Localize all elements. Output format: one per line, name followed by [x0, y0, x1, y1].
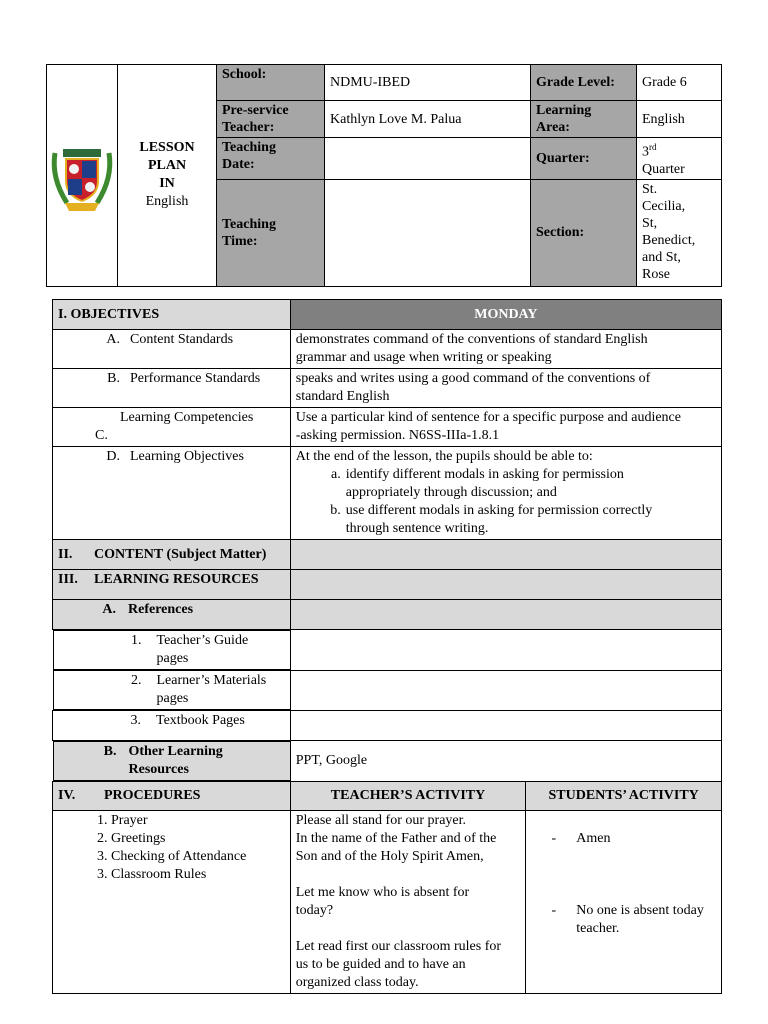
learners-materials-line: Learner’s Materials [156, 673, 267, 688]
teacher-activity-line [296, 920, 521, 938]
quarter-word: Quarter [642, 161, 685, 177]
resources-heading-num: III. [58, 572, 78, 587]
teachers-guide-line: Teacher’s Guide [156, 633, 249, 648]
performance-standards-label [53, 369, 291, 408]
objective-b-line: use different modals in asking for permission correctly [345, 503, 653, 518]
procedure-step: 3. Classroom Rules [97, 867, 207, 882]
teacher-activity-line [296, 866, 521, 884]
time-label-line-1: Teaching [222, 216, 276, 232]
objective-b-letter: b. [330, 503, 341, 518]
teacher-value: Kathlyn Love M. Palua [325, 101, 531, 138]
other-resources-label [53, 741, 290, 781]
section-line: St. [642, 181, 658, 197]
section-value [637, 179, 722, 286]
student-response-2 [531, 902, 716, 938]
objective-b-line: through sentence writing. [345, 521, 489, 536]
resources-heading-text: LEARNING RESOURCES [94, 572, 259, 587]
date-label-line-2: Date: [222, 157, 255, 172]
objectives-heading: I. OBJECTIVES [53, 300, 291, 330]
other-resources-value: PPT, Google [290, 741, 721, 782]
objective-a-line: identify different modals in asking for permission [345, 467, 624, 482]
performance-standards-text: Performance Standards [130, 371, 261, 386]
grade-value: Grade 6 [637, 65, 722, 101]
teacher-activity-line: organized class today. [295, 975, 419, 990]
section-line: Benedict, [642, 232, 696, 248]
procedure-step: 1. Prayer [97, 813, 148, 828]
teachers-guide-value [290, 630, 721, 671]
references-value [290, 600, 721, 630]
grade-label: Grade Level: [531, 65, 637, 101]
quarter-label: Quarter: [531, 138, 637, 180]
references-text: References [128, 602, 194, 617]
header-table [46, 64, 722, 287]
content-standards-line: demonstrates command of the conventions of standard English [295, 332, 648, 347]
content-standards-label [53, 330, 291, 369]
performance-standards-line: speaks and writes using a good command of the conventions of [295, 371, 651, 386]
time-value [325, 179, 531, 286]
learning-competencies-line: Use a particular kind of sentence for a specific purpose and audience [295, 410, 681, 425]
learners-materials-num: 2. [131, 673, 142, 688]
learning-objectives-label [53, 447, 291, 540]
section-line: and St, [642, 249, 681, 265]
school-seal-icon [47, 133, 117, 217]
learning-objectives-letter: D. [106, 449, 120, 464]
teachers-guide-line: pages [156, 651, 189, 666]
time-label-line-2: Time: [222, 233, 258, 249]
textbook-pages-num: 3. [130, 713, 141, 728]
objectives-intro: At the end of the lesson, the pupils should be able to: [295, 449, 593, 464]
references-label [53, 600, 291, 630]
resources-heading [53, 570, 291, 600]
objective-a-letter: a. [331, 467, 341, 482]
textbook-pages-value [290, 711, 721, 741]
content-heading-num: II. [58, 546, 73, 562]
area-label-line-2: Area: [536, 120, 570, 135]
learners-materials-label [53, 670, 290, 710]
content-standards-letter: A. [106, 332, 120, 347]
objective-item-a [296, 466, 716, 502]
teacher-activity-line: today? [295, 903, 334, 918]
student-activity-cell [526, 811, 722, 994]
textbook-pages-label [53, 711, 291, 741]
title-line-3: IN [159, 176, 175, 192]
other-resources-line: Resources [128, 762, 189, 777]
objective-item-b [296, 502, 716, 538]
student-response-bullet: - [551, 903, 557, 918]
learners-materials-line: pages [156, 691, 189, 706]
teacher-activity-line: Let me know who is absent for [295, 885, 470, 900]
procedure-step: 2. Greetings [97, 831, 166, 846]
teacher-label [217, 101, 325, 138]
lesson-plan-title-cell [118, 65, 217, 287]
teacher-activity-cell [290, 811, 526, 994]
area-label-line-1: Learning [536, 103, 592, 118]
school-label: School: [217, 65, 325, 101]
performance-standards-letter: B. [107, 371, 120, 386]
teacher-label-line-1: Pre-service [222, 103, 289, 118]
title-line-1: LESSON [139, 140, 195, 156]
teacher-activity-line: Let read first our classroom rules for [295, 939, 502, 954]
student-response-line: teacher. [576, 921, 620, 936]
objective-a-line: appropriately through discussion; and [345, 485, 557, 500]
learning-competencies-letter: C. [95, 428, 108, 443]
teacher-activity-line: Please all stand for our prayer. [295, 813, 467, 828]
other-resources-letter: B. [103, 744, 117, 759]
teachers-guide-num: 1. [131, 633, 142, 648]
date-value [325, 138, 531, 180]
content-heading [53, 540, 291, 570]
learning-competencies-label [53, 408, 291, 447]
procedures-heading-num: IV. [58, 788, 76, 803]
teacher-activity-line: us to be guided and to have an [295, 957, 466, 972]
resources-value [290, 570, 721, 600]
learning-competencies-text: Learning Competencies [120, 410, 254, 425]
learners-materials-value [290, 670, 721, 711]
teacher-label-line-2: Teacher: [222, 120, 275, 135]
date-label-line-1: Teaching [222, 140, 276, 155]
learning-competencies-line: -asking permission. N6SS-IIIa-1.8.1 [295, 428, 500, 443]
title-line-2: PLAN [147, 158, 187, 174]
learning-objectives-value [290, 447, 721, 540]
procedure-step: 3. Checking of Attendance [97, 849, 247, 864]
performance-standards-value [290, 369, 721, 408]
section-line: Rose [642, 266, 670, 282]
procedures-heading-text: PROCEDURES [104, 788, 201, 803]
student-activity-heading: STUDENTS’ ACTIVITY [526, 782, 722, 811]
school-logo-cell [47, 65, 118, 287]
content-heading-text: CONTENT (Subject Matter) [94, 546, 267, 562]
school-value: NDMU-IBED [325, 65, 531, 101]
day-heading: MONDAY [290, 300, 721, 330]
student-response-1 [531, 830, 716, 848]
area-value: English [637, 101, 722, 138]
area-label [531, 101, 637, 138]
section-label: Section: [531, 179, 637, 286]
section-line: Cecilia, [642, 198, 686, 214]
other-resources-line: Other Learning [128, 744, 223, 759]
title-subject: English [145, 194, 189, 210]
quarter-value [637, 138, 722, 180]
time-label [217, 179, 325, 286]
content-standards-line: grammar and usage when writing or speaking [295, 350, 552, 365]
teacher-activity-line: In the name of the Father and of the [295, 831, 497, 846]
quarter-number: 3 [642, 144, 649, 160]
learning-objectives-text: Learning Objectives [130, 449, 244, 464]
content-standards-text: Content Standards [130, 332, 234, 347]
section-line: St, [642, 215, 658, 231]
procedures-heading [53, 782, 291, 811]
student-response-bullet: - [551, 831, 557, 846]
content-value [290, 540, 721, 570]
textbook-pages-text: Textbook Pages [156, 713, 245, 728]
content-standards-value [290, 330, 721, 369]
date-label [217, 138, 325, 180]
student-response-line: No one is absent today [576, 903, 704, 918]
teacher-activity-heading: TEACHER’S ACTIVITY [290, 782, 526, 811]
teacher-activity-line: Son and of the Holy Spirit Amen, [295, 849, 484, 864]
performance-standards-line: standard English [295, 389, 390, 404]
learning-competencies-value [290, 408, 721, 447]
teachers-guide-label [53, 630, 290, 670]
lesson-plan-table [52, 299, 722, 994]
references-letter: A. [102, 602, 116, 617]
procedure-steps [53, 811, 291, 994]
quarter-suffix: rd [649, 142, 657, 152]
student-response-text: Amen [576, 831, 611, 846]
